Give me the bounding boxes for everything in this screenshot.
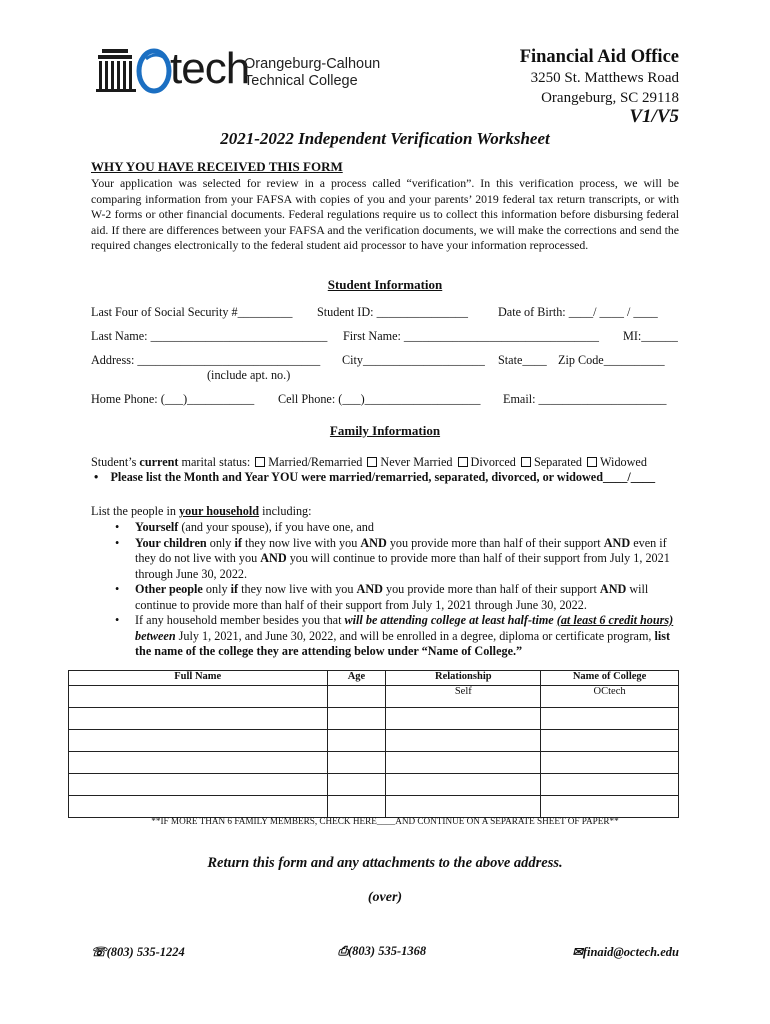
header-full-name: Full Name xyxy=(69,671,328,686)
option-widowed: Widowed xyxy=(600,455,647,469)
header-relationship: Relationship xyxy=(386,671,541,686)
table-row xyxy=(69,730,679,752)
first-name-field[interactable]: First Name: ________________________________ xyxy=(343,329,599,343)
footer-phone-number: (803) 535-1224 xyxy=(106,945,185,959)
cell-relationship[interactable] xyxy=(386,796,541,818)
ssn-field[interactable]: Last Four of Social Security #_________ xyxy=(91,305,293,319)
cell-relationship[interactable] xyxy=(386,730,541,752)
household-intro-emph: your household xyxy=(179,504,260,518)
footer-phone xyxy=(91,944,185,960)
rule-children: • Your children only if they now live with you AND you provide more than half of their support AND even if they do not live with you AND you will continue to provide more than half of their support from July 1, 2021 through June 30, 2022. xyxy=(113,536,683,583)
cell-name[interactable] xyxy=(69,730,328,752)
college-name-line1: Orangeburg-Calhoun xyxy=(244,56,381,72)
cell-relationship[interactable]: Self xyxy=(386,686,541,708)
table-header-row xyxy=(69,671,679,686)
option-married: Married/Remarried xyxy=(268,455,363,469)
rule-yourself: • Yourself (and your spouse), if you have one, and xyxy=(113,520,683,536)
return-instruction: Return this form and any attachments to the above address. xyxy=(207,855,563,871)
cell-relationship[interactable] xyxy=(386,708,541,730)
rule-college: • If any household member besides you that will be attending college at least half-time (at least 6 credit hours) between July 1, 2021, and June 30, 2022, and will be enrolled in a degree, diploma or certificate program, list the name of the college they are attending below under “Name of College.” xyxy=(113,613,683,660)
cell-age[interactable] xyxy=(327,686,386,708)
why-paragraph: Your application was selected for review in a process called “verification”. In this verification process, we will be comparing information from your FAFSA with copies of you and your parents’ 2019 federal tax return transcripts, or with W-2 forms or other financial documents. Federal regulations require us to collect this information before disbursing federal aid. If there are differences between your FAFSA and the verification documents, we will make the corrections and send the required changes electronically to the federal student aid processor to have your information reprocessed. xyxy=(91,176,679,253)
cell-name[interactable] xyxy=(69,774,328,796)
option-never-married: Never Married xyxy=(380,455,453,469)
header-college: Name of College xyxy=(541,671,679,686)
version-label: V1/V5 xyxy=(629,106,679,127)
cell-college[interactable] xyxy=(541,774,679,796)
dob-field[interactable]: Date of Birth: ____/ ____ / ____ xyxy=(498,305,658,319)
over-label: (over) xyxy=(367,890,403,905)
household-intro-prefix: List the people in xyxy=(91,504,180,518)
apt-note: (include apt. no.) xyxy=(207,368,291,382)
marital-status-prefix: Student’s xyxy=(91,455,140,469)
zip-field[interactable]: Zip Code__________ xyxy=(558,353,665,367)
divorced-checkbox[interactable] xyxy=(458,457,468,467)
fax-icon: ⎙ xyxy=(338,944,349,958)
cell-age[interactable] xyxy=(327,774,386,796)
table-row xyxy=(69,796,679,818)
cell-relationship[interactable] xyxy=(386,774,541,796)
married-checkbox[interactable] xyxy=(255,457,265,467)
cell-age[interactable] xyxy=(327,730,386,752)
building-icon xyxy=(96,49,136,92)
cell-college[interactable] xyxy=(541,730,679,752)
office-title: Financial Aid Office xyxy=(519,47,679,67)
marital-status-suffix: marital status: xyxy=(178,455,251,469)
household-rules-list xyxy=(113,520,683,660)
table-row xyxy=(69,752,679,774)
table-row xyxy=(69,774,679,796)
footer-fax-number: (803) 535-1368 xyxy=(348,944,427,958)
college-name-line2: Technical College xyxy=(244,73,358,89)
address-line-1: 3250 St. Matthews Road xyxy=(530,70,679,86)
household-intro xyxy=(91,504,312,519)
overflow-note: **IF MORE THAN 6 FAMILY MEMBERS, CHECK HERE____AND CONTINUE ON A SEPARATE SHEET OF PAPER** xyxy=(151,816,619,826)
footer-email[interactable] xyxy=(572,944,679,960)
cell-name[interactable] xyxy=(69,752,328,774)
phone-icon: ☏ xyxy=(91,945,107,959)
email-field[interactable]: Email: _____________________ xyxy=(503,392,667,406)
marital-status-current: current xyxy=(139,455,179,469)
cell-age[interactable] xyxy=(327,796,386,818)
student-info-heading: Student Information xyxy=(327,277,443,292)
month-year-text: Please list the Month and Year YOU were married/remarried, separated, divorced, or widowed____/____ xyxy=(110,470,656,484)
college-name xyxy=(244,56,380,90)
student-id-field[interactable]: Student ID: _______________ xyxy=(317,305,468,319)
cell-college[interactable] xyxy=(541,708,679,730)
rule-other-people: • Other people only if they now live with you AND you provide more than half of their support AND will continue to provide more than half of their support from July 1, 2021 through June 30, 2022. xyxy=(113,582,683,613)
state-field[interactable]: State____ xyxy=(498,353,547,367)
why-heading: WHY YOU HAVE RECEIVED THIS FORM xyxy=(91,159,343,174)
option-divorced: Divorced xyxy=(470,455,516,469)
address-line-2: Orangeburg, SC 29118 xyxy=(541,90,679,106)
cell-relationship[interactable] xyxy=(386,752,541,774)
family-info-heading: Family Information xyxy=(329,423,441,438)
table-row xyxy=(69,708,679,730)
separated-checkbox[interactable] xyxy=(521,457,531,467)
cell-name[interactable] xyxy=(69,686,328,708)
household-intro-suffix: including: xyxy=(259,504,312,518)
cell-college[interactable] xyxy=(541,752,679,774)
last-name-field[interactable]: Last Name: _____________________________ xyxy=(91,329,328,343)
footer-email-address[interactable]: finaid@octech.edu xyxy=(582,945,679,959)
table-row xyxy=(69,686,679,708)
cell-college[interactable] xyxy=(541,796,679,818)
cell-age[interactable] xyxy=(327,752,386,774)
mi-field[interactable]: MI:______ xyxy=(623,329,678,343)
widowed-checkbox[interactable] xyxy=(587,457,597,467)
mail-icon: ✉ xyxy=(572,945,583,959)
city-field[interactable]: City____________________ xyxy=(342,353,485,367)
office-address-block xyxy=(520,46,679,108)
cell-age[interactable] xyxy=(327,708,386,730)
document-title: 2021-2022 Independent Verification Worksheet xyxy=(220,129,550,148)
household-table xyxy=(68,670,679,818)
cell-phone-field[interactable]: Cell Phone: (___)___________________ xyxy=(278,392,481,406)
header-age: Age xyxy=(327,671,386,686)
cell-college[interactable]: OCtech xyxy=(541,686,679,708)
logo-wordmark: tech xyxy=(170,44,250,93)
cell-name[interactable] xyxy=(69,708,328,730)
address-field[interactable]: Address: ______________________________ xyxy=(91,353,321,367)
home-phone-field[interactable]: Home Phone: (___)___________ xyxy=(91,392,255,406)
option-separated: Separated xyxy=(533,455,582,469)
never-married-checkbox[interactable] xyxy=(367,457,377,467)
month-year-line[interactable]: • Please list the Month and Year YOU were married/remarried, separated, divorced, or widowed____/____ xyxy=(94,470,656,484)
cell-name[interactable] xyxy=(69,796,328,818)
footer-fax xyxy=(338,944,426,959)
marital-status-row xyxy=(91,455,647,470)
